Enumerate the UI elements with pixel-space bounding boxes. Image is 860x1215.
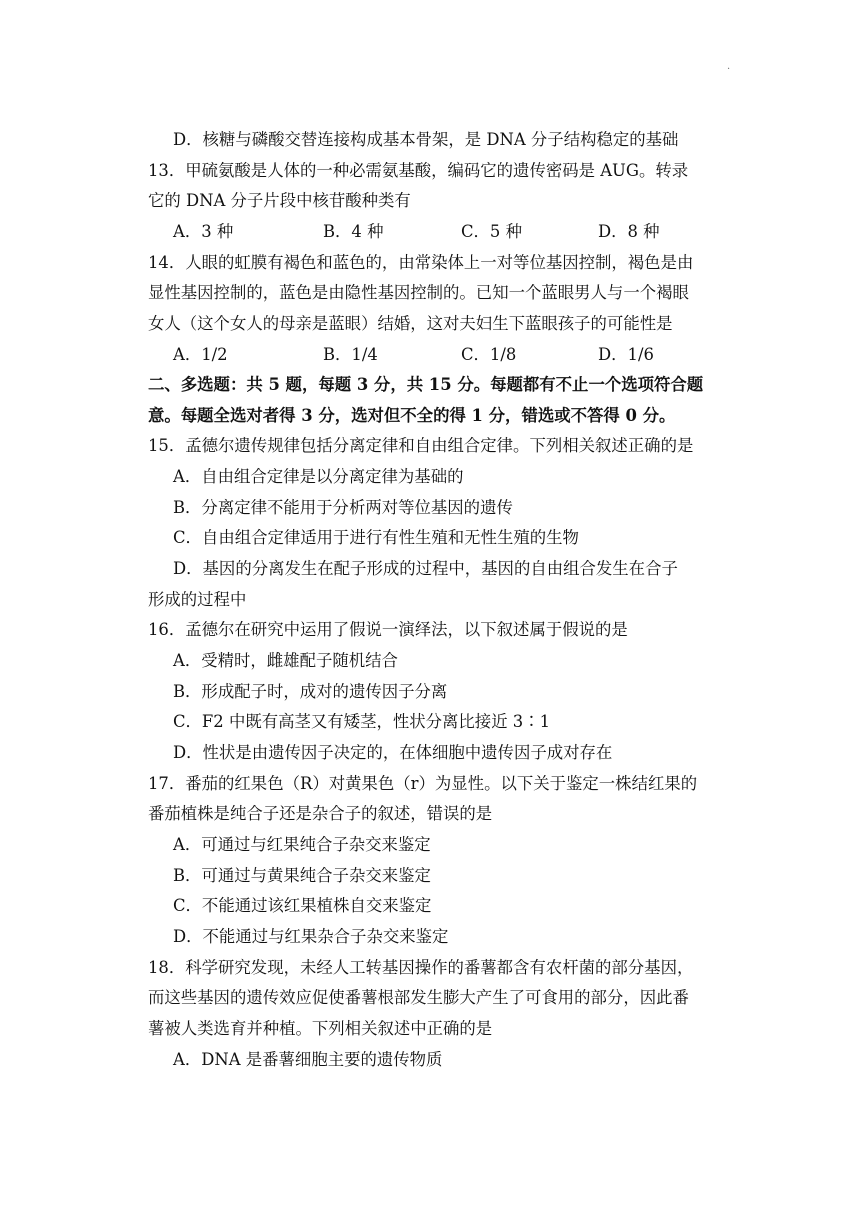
q17-option-c: C．不能通过该红果植株自交来鉴定	[173, 896, 432, 915]
q15-stem: 15．孟德尔遗传规律包括分离定律和自由组合定律。下列相关叙述正确的是	[148, 436, 694, 455]
q14-option-c: C．1/8	[461, 345, 517, 364]
q18-stem-line2: 而这些基因的遗传效应促使番薯根部发生膨大产生了可食用的部分，因此番	[148, 988, 689, 1007]
q17-option-d: D．不能通过与红果杂合子杂交来鉴定	[173, 927, 449, 946]
q15-option-b: B．分离定律不能用于分析两对等位基因的遗传	[173, 498, 513, 517]
q17-option-a: A．可通过与红果纯合子杂交来鉴定	[173, 835, 431, 854]
q13-stem-line1: 13．甲硫氨酸是人体的一种必需氨基酸，编码它的遗传密码是 AUG。转录	[148, 161, 689, 180]
q16-option-c: C．F2 中既有高茎又有矮茎，性状分离比接近 3∶1	[173, 712, 551, 731]
q14-stem-line3: 女人（这个女人的母亲是蓝眼）结婚，这对夫妇生下蓝眼孩子的可能性是	[148, 314, 673, 333]
q18-stem-line1: 18．科学研究发现，未经人工转基因操作的番薯都含有农杆菌的部分基因，	[148, 958, 694, 977]
section2-heading-line1: 二、多选题：共 5 题，每题 3 分，共 15 分。每题都有不止一个选项符合题	[148, 375, 704, 394]
q17-stem-line1: 17．番茄的红果色（R）对黄果色（r）为显性。以下关于鉴定一株结红果的	[148, 774, 698, 793]
q14-stem-line2: 显性基因控制的，蓝色是由隐性基因控制的。已知一个蓝眼男人与一个褐眼	[148, 283, 689, 302]
q13-option-a: A．3 种	[173, 222, 234, 241]
q16-option-d: D．性状是由遗传因子决定的，在体细胞中遗传因子成对存在	[173, 743, 613, 762]
q13-option-d: D．8 种	[598, 222, 660, 241]
q18-stem-line3: 薯被人类选育并种植。下列相关叙述中正确的是	[148, 1019, 493, 1038]
q13-stem-line2: 它的 DNA 分子片段中核苷酸种类有	[148, 191, 411, 210]
q12-option-d: D．核糖与磷酸交替连接构成基本骨架，是 DNA 分子结构稳定的基础	[173, 130, 679, 149]
q16-stem: 16．孟德尔在研究中运用了假说一演绎法，以下叙述属于假说的是	[148, 620, 628, 639]
q17-option-b: B．可通过与黄果纯合子杂交来鉴定	[173, 866, 431, 885]
page-mark: ·	[727, 64, 731, 75]
section2-heading-line2: 意。每题全选对者得 3 分，选对但不全的得 1 分，错选或不答得 0 分。	[148, 406, 676, 425]
q13-option-b: B．4 种	[323, 222, 384, 241]
q16-option-a: A．受精时，雌雄配子随机结合	[173, 651, 398, 670]
q16-option-b: B．形成配子时，成对的遗传因子分离	[173, 682, 448, 701]
q14-option-b: B．1/4	[323, 345, 378, 364]
q14-option-a: A．1/2	[173, 345, 228, 364]
q14-option-d: D．1/6	[598, 345, 654, 364]
q15-option-c: C．自由组合定律适用于进行有性生殖和无性生殖的生物	[173, 528, 579, 547]
q15-option-d-line1: D．基因的分离发生在配子形成的过程中，基因的自由组合发生在合子	[173, 559, 678, 578]
q15-option-d-line2: 形成的过程中	[148, 590, 247, 609]
q13-option-c: C．5 种	[461, 222, 522, 241]
q15-option-a: A．自由组合定律是以分离定律为基础的	[173, 467, 464, 486]
q14-stem-line1: 14．人眼的虹膜有褐色和蓝色的，由常染体上一对等位基因控制，褐色是由	[148, 253, 694, 272]
q17-stem-line2: 番茄植株是纯合子还是杂合子的叙述，错误的是	[148, 804, 493, 823]
q18-option-a: A．DNA 是番薯细胞主要的遗传物质	[173, 1050, 443, 1069]
